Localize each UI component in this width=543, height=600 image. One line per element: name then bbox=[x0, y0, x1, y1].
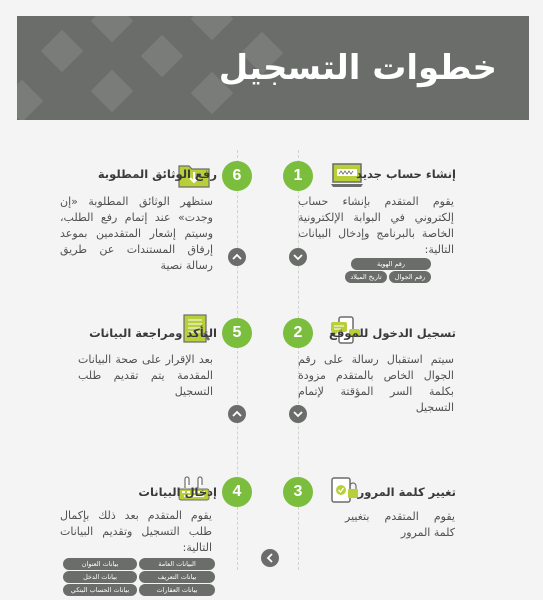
step-description-3: يقوم المتقدم بتغيير كلمة المرور bbox=[345, 510, 455, 539]
chevron-down-icon bbox=[289, 405, 307, 423]
field-pill: بيانات التعريف bbox=[139, 571, 215, 583]
field-pill: بيانات العنوان bbox=[63, 558, 137, 570]
chevron-up-icon bbox=[228, 405, 246, 423]
step-number-1: 1 bbox=[283, 161, 313, 191]
step-description-4: يقوم المتقدم بعد ذلك بإكمال طلب التسجيل وتقديم البيانات التالية: bbox=[60, 509, 212, 554]
step-number-6: 6 bbox=[222, 161, 252, 191]
field-pill: رقم الجوال bbox=[389, 271, 431, 283]
step-number-3: 3 bbox=[283, 477, 313, 507]
field-pill: بيانات الحساب البنكي bbox=[63, 584, 137, 596]
step-title-3: تغيير كلمة المرور bbox=[357, 485, 456, 499]
header-banner bbox=[17, 16, 529, 120]
step-title-5: التأكد ومراجعة البيانات bbox=[89, 326, 217, 340]
chevron-down-icon bbox=[289, 248, 307, 266]
field-pill: تاريخ الميلاد bbox=[345, 271, 387, 283]
field-pill: البيانات العامة bbox=[139, 558, 215, 570]
step-description-2: سيتم استقبال رسالة على رقم الجوال الخاص بالمتقدم مزودة بكلمة السر المؤقتة لإتمام التسجيل bbox=[298, 353, 454, 414]
step-description-5: بعد الإقرار على صحة البيانات المقدمة يتم تقديم طلب التسجيل bbox=[78, 353, 213, 398]
field-pill: بيانات الدخل bbox=[63, 571, 137, 583]
step-title-1: إنشاء حساب جديد bbox=[356, 167, 456, 181]
chevron-left-icon bbox=[261, 549, 279, 567]
step-title-6: رفع الوثائق المطلوبة bbox=[97, 167, 217, 181]
step-number-5: 5 bbox=[222, 318, 252, 348]
step-title-2: تسجيل الدخول للموقع bbox=[329, 326, 456, 340]
step-number-4: 4 bbox=[222, 477, 252, 507]
step-number-2: 2 bbox=[283, 318, 313, 348]
chevron-up-icon bbox=[228, 248, 246, 266]
step-description-6: ستظهر الوثائق المطلوبة «إن وجدت» عند إتمام رفع الطلب، وسيتم إشعار المتقدمين بموعد إرفاق المستندات عن طريق رسالة نصية bbox=[60, 195, 213, 272]
timeline-spine-left bbox=[237, 150, 238, 570]
step-title-4: إدخال البيانات bbox=[138, 485, 217, 499]
page-title: خطوات التسجيل bbox=[218, 48, 497, 88]
field-pill: بيانات العقارات bbox=[139, 584, 215, 596]
step-description-1: يقوم المتقدم بإنشاء حساب إلكتروني في البوابة الإلكترونية الخاصة بالبرنامج وإدخال البيانات التالية: bbox=[298, 195, 454, 256]
field-pill: رقم الهوية bbox=[351, 258, 431, 270]
